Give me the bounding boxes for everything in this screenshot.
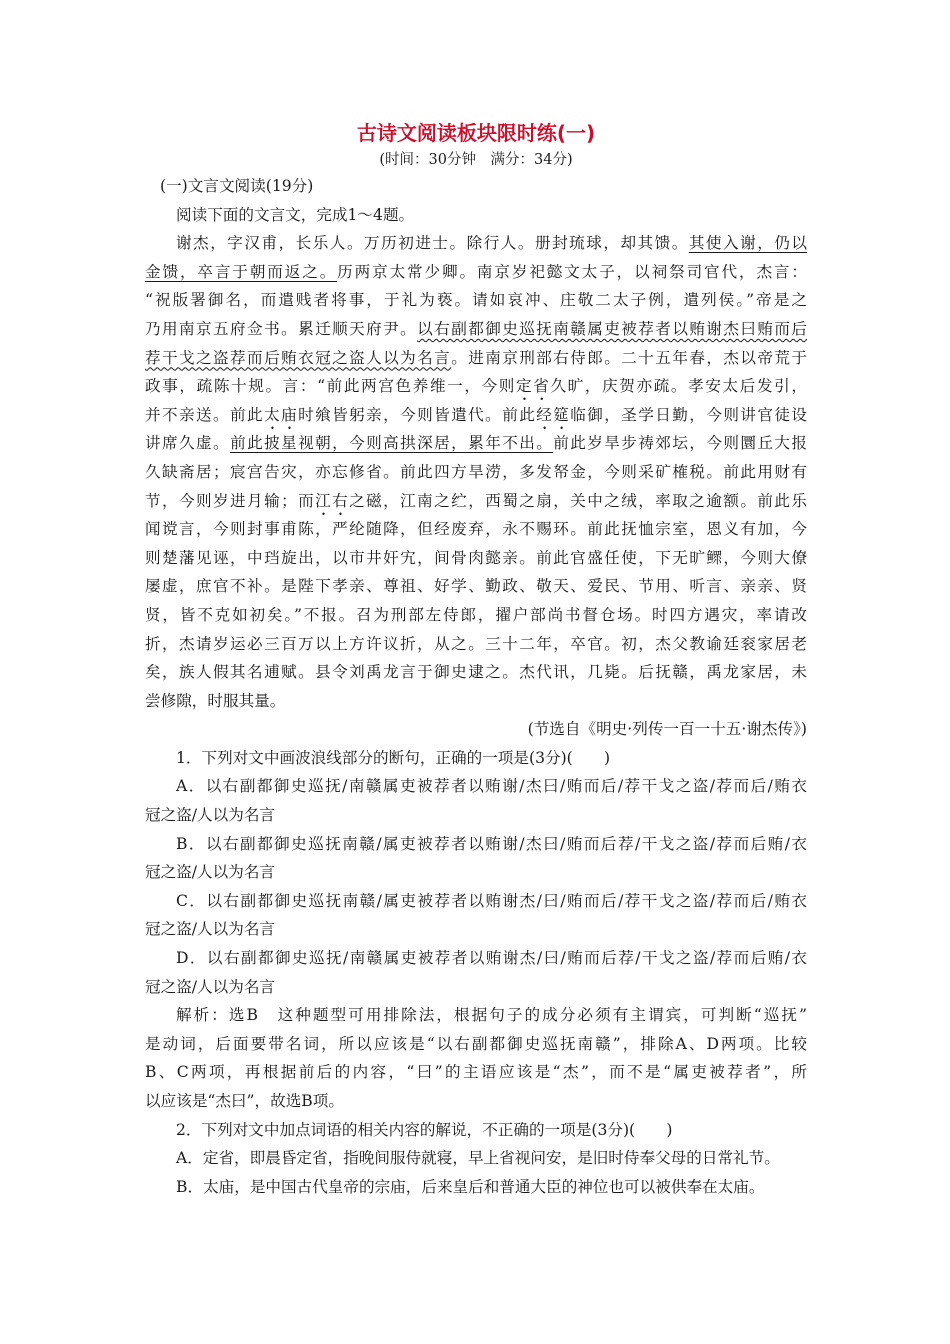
analysis-line: 是动词，后面要带名词，所以应该是“以右副都御史巡抚南赣”，排除A、D两项。比较 [145,1034,807,1053]
passage-text: 并不亲送。前此 [145,405,265,424]
option-a: A．以右副都御史巡抚/南赣属吏被荐者以贿谢/杰曰/贿而后/荐干戈之盗/荐而后/贿衣 [176,777,807,796]
dotted-word: 经 [536,405,554,424]
question-stem: 1．下列对文中画波浪线部分的断句，正确的一项是(3分)( ) [176,748,611,767]
option-c: C．以右副都御史巡抚南赣/属吏被荐者以贿谢杰/曰/贿而后/荐干戈之盗/荐而后/贿衣 [176,891,807,910]
dotted-word: 右 [332,491,350,510]
passage-line [145,344,807,373]
wavy-underlined-text: 荐干戈之盗荐而后贿衣冠之盗人以为名言 [145,348,452,367]
analysis-line: B、C两项，再根据前后的内容，“曰”的主语应该是“杰”，而不是“属吏被荐者”，所 [145,1063,807,1082]
passage-line [145,258,807,287]
option-d: D．以右副都御史巡抚/南赣属吏被荐者以贿谢杰/曰/贿而后荐/干戈之盗/荐而后贿/衣 [176,949,807,968]
page-title: 古诗文阅读板块限时练(一) [356,121,596,145]
passage [145,229,807,715]
passage-text: 政事，疏陈十规。言：“前此两宫色养维一，今则 [145,377,516,396]
passage-line: 矣，族人假其名逋赋。县令刘禹龙言于御史逮之。杰代讯，几毙。后抚赣，禹龙家居，未 [145,663,807,682]
instruction: 阅读下面的文言文，完成1～4题。 [176,205,415,224]
passage-text: 临御，圣学日勤，今则讲官徒设 [570,405,807,424]
passage-text: 久旷，庆贺亦疏。孝安太后发引， [550,377,807,396]
passage-line [145,487,807,516]
passage-text: 时飨皆躬亲，今则皆遣代。前此 [298,405,537,424]
option-b: B．以右副都御史巡抚南赣/属吏被荐者以贿谢/杰曰/贿而后荐/干戈之盗/荐而后贿/衣 [176,834,807,853]
dotted-word: 庙 [281,405,299,424]
passage-text: 之磁，江南之纻，西蜀之扇，关中之绒，率取之逾额。前此乐 [349,491,807,510]
passage-line: 闻谠言，今则封事甫陈，严纶随降，但经废弃，永不赐环。前此抚恤宗室，恩义有加，今 [145,520,807,539]
question-2 [145,1116,807,1202]
dotted-word: 定 [516,377,534,396]
passage-line [145,401,807,430]
passage-line: 贤，皆不克如初矣。”不报。召为刑部左侍郎，擢户部尚书督仓场。时四方遇灾，率请改 [145,605,807,624]
underlined-sentence: 其使入谢，仍以 [688,234,807,253]
option-d-cont: 冠之盗/人以为名言 [145,977,276,996]
passage-line [145,429,807,458]
dotted-word: 省 [533,377,551,396]
dotted-word: 江 [315,491,333,510]
passage-text: 乃用南京五府佥书。累迁顺天府尹。 [145,319,418,338]
option-a: A．定省，即晨昏定省，指晚间服侍就寝，早上省视问安，是旧时侍奉父母的日常礼节。 [176,1149,780,1168]
underlined-sentence: 前此披星视朝，今则高拱深居，累年不出。 [230,434,554,453]
wavy-underlined-text: 以右副都御史巡抚南赣属吏被荐者以贿谢杰曰贿而后 [417,319,807,338]
passage-line [145,315,807,344]
passage-line [145,372,807,401]
document-page [145,118,807,1201]
dotted-word: 筵 [553,405,571,424]
passage-line: 折，杰请岁运必三百万以上方许议折，从之。三十二年，卒官。初，杰父教谕廷衮家居老 [145,634,807,653]
source-citation: (节选自《明史·列传一百一十五·谢杰传》) [527,720,807,739]
passage-line [145,229,807,258]
question-1 [145,744,807,1001]
passage-line: “祝版署御名，而遣贱者将事，于礼为亵。请如哀冲、庄敬二太子例，遣列侯。”帝是之 [145,291,807,310]
passage-text: 谢杰，字汉甫，长乐人。万历初进士。除行人。册封琉球，却其馈。 [176,234,689,253]
option-b-cont: 冠之盗/人以为名言 [145,863,276,882]
passage-line: 久缺斋居；宸宫告灾，亦忘修省。前此四方旱涝，多发帑金，今则采矿榷税。前此用财有 [145,462,807,481]
passage-line: 尝修隙，时服其量。 [145,691,286,710]
dotted-word: 太 [264,405,282,424]
section-heading: (一)文言文阅读(19分) [160,177,314,195]
analysis-line: 以应该是“杰曰”，故选B项。 [145,1092,344,1110]
question-stem: 2．下列对文中加点词语的相关内容的解说，不正确的一项是(3分)( ) [176,1120,673,1139]
underlined-sentence: 金馈，卒言于朝而返之。 [145,262,338,281]
passage-text: 历两京太常少卿。南京岁祀懿文太子，以祠祭司官代，杰言： [337,262,807,281]
passage-line: 屡虚，庶官不补。是陛下孝亲、尊祖、好学、勤政、敬天、爱民、节用、听言、亲亲、贤 [145,577,807,596]
option-a-cont: 冠之盗/人以为名言 [145,806,276,825]
time-score-info: (时间：30分钟 满分：34分) [379,152,573,168]
option-c-cont: 冠之盗/人以为名言 [145,920,276,939]
passage-text: 节，今则岁进月输；而 [145,491,316,510]
passage-text: 讲席久虚。 [145,434,231,453]
passage-line: 则楚藩见诬，中珰旋出，以市井奸宄，间骨肉懿亲。前此官盛任使，下无旷鳏，今则大僚 [145,548,807,567]
analysis [145,1001,807,1115]
analysis-line: 解析：选B 这种题型可用排除法，根据句子的成分必须有主谓宾，可判断“巡抚” [176,1006,807,1025]
option-b: B．太庙，是中国古代皇帝的宗庙，后来皇后和普通大臣的神位也可以被供奉在太庙。 [176,1177,765,1196]
passage-text: 。进南京刑部右侍郎。二十五年春，杰以帝荒于 [451,348,807,367]
passage-text: 前此岁旱步祷郊坛，今则圜丘大报 [553,434,807,453]
